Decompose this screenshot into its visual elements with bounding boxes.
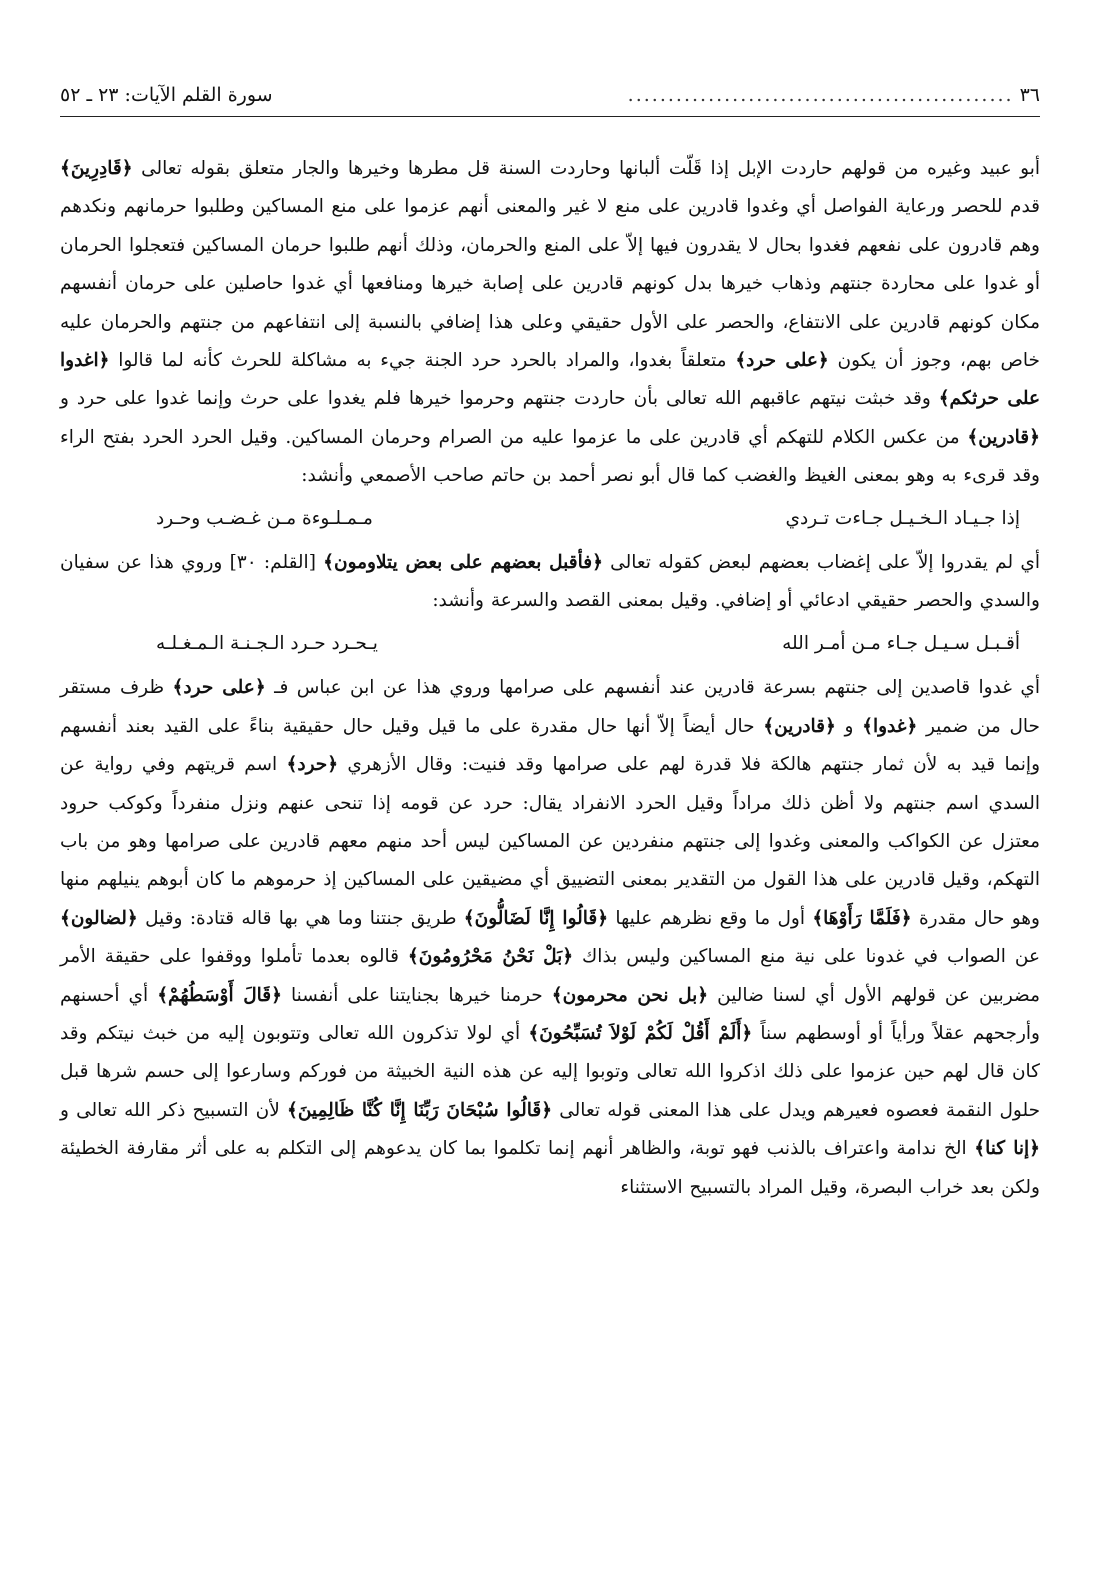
text-run: لأن التسبيح ذكر الله تعالى و xyxy=(60,1099,287,1121)
quran-quote: ﴿حرد﴾ xyxy=(286,754,339,776)
text-run: حرمنا خيرها بجنايتنا على أنفسنا xyxy=(281,984,552,1006)
text-run: أول ما وقع نظرهم عليها xyxy=(608,907,813,929)
header-rule xyxy=(60,116,1040,117)
quran-quote: ﴿لضالون﴾ xyxy=(60,907,138,929)
text-run: قدم للحصر ورعاية الفواصل أي وغدوا قادرين على منع لا غير والمعنى أنهم عزموا على منع المساكين وطلبوا حرمانهم ونكدهم وهم قادرون على نفعهم فغدوا بحال لا يقدرون فيها إلاّ على المنع والحرمان، وذلك أنهم طلبوا حرمان المساكين فتعجلوا الحرمان أو غدوا على محاردة جنتهم وذهاب خيرها بدل كونهم قادرين على إصابة خيرها ومنافعها أي غدوا حاصلين على حرمان أنفسهم مكان كونهم قادرين على الانتفاع، والحصر على الأول حقيقي وعلى هذا إضافي بالنسبة إلى انتفاعهم من جنتهم والحرمان عليه خاص بهم، وجوز أن يكون xyxy=(60,196,1040,372)
text-run: أي لم يقدروا إلاّ على إغضاب بعضهم لبعض كقوله تعالى xyxy=(602,552,1040,574)
quran-quote: ﴿بَلْ نَحْنُ مَحْرُومُونَ﴾ xyxy=(407,946,574,968)
hemistich-second: مـمـلـوءة مـن غـضـب وحـرد xyxy=(156,507,373,529)
text-run: من عكس الكلام للتهكم أي قادرين على ما عزموا عليه من الصرام وحرمان المساكين. وقيل الحرد الحرد بفتح الراء وقد قرىء به وهو بمعنى الغيظ والغضب كما قال أبو نصر أحمد بن حاتم صاحب الأصمعي وأنشد: xyxy=(60,426,1040,487)
quran-quote: ﴿على حرد﴾ xyxy=(735,350,829,372)
quran-quote: ﴿فَلَمَّا رَأَوْهَا﴾ xyxy=(812,907,912,929)
page-number: ٣٦ xyxy=(1019,84,1040,106)
hemistich-first: أقـبـل سـيـل جـاء مـن أمـر الله xyxy=(782,632,1020,654)
running-header xyxy=(60,78,1040,112)
leader-dots: ................................................ xyxy=(627,84,1014,106)
quran-quote: ﴿أَلَمْ أَقُلْ لَكُمْ لَوْلاَ تُسَبِّحُونَ﴾ xyxy=(528,1022,753,1044)
text-run: [القلم: ٣٠] وروي هذا عن سفيان والسدي والحصر حقيقي ادعائي أو إضافي. وقيل بمعنى القصد والسرعة وأنشد: xyxy=(60,552,1040,612)
poetry-verse-2 xyxy=(60,621,1040,669)
text-run: اسم قريتهم وفي رواية عن السدي اسم جنتهم ولا أظن ذلك مراداً وقيل الحرد الانفراد يقال: حرد عن قومه إذا تنحى عنهم ونزل منفرداً وكوكب حرود معتزل عن الكواكب والمعنى وغدوا إلى جنتهم منفردين عن المساكين ليس أحد منهم معهم قادرين على صرامها وهو من باب التهكم، وقيل قادرين على هذا القول من التقدير بمعنى التضييق أي مضيقين على المساكين إذ حرموهم ما كان أبوهم ينيلهم منها وهو حال مقدرة xyxy=(60,754,1040,929)
paragraph-2 xyxy=(60,544,1040,621)
text-run: أي غدوا قاصدين إلى جنتهم بسرعة قادرين عند أنفسهم على صرامها وروي هذا عن ابن عباس فـ xyxy=(265,677,1040,699)
header-title: سورة القلم الآيات: ٢٣ ـ ٥٢ xyxy=(60,84,273,106)
hemistich-second: يـحـرد حـرد الـجـنـة الـمـغـلـه xyxy=(156,632,378,654)
quran-quote: ﴿فأقبل بعضهم على بعض يتلاومون﴾ xyxy=(323,552,603,574)
text-run: متعلقاً بغدوا، والمراد بالحرد حرد الجنة جيء به مشاكلة للحرث كأنه لما قالوا xyxy=(109,350,736,372)
quran-quote: ﴿غدوا﴾ xyxy=(862,715,918,737)
text-run: أبو عبيد وغيره من قولهم حاردت الإبل إذا قَلّت ألبانها وحاردت السنة قل مطرها وخيرها والجار متعلق بقوله تعالى xyxy=(132,158,1040,179)
text-run: طريق جنتنا وما هي بها قاله قتادة: وقيل xyxy=(137,907,464,929)
paragraph-3 xyxy=(60,669,1040,1207)
quran-quote: ﴿قَالَ أَوْسَطُهُمْ﴾ xyxy=(157,984,282,1006)
quran-quote: ﴿قادرين﴾ xyxy=(763,715,836,737)
quran-quote: ﴿على حرد﴾ xyxy=(172,677,266,699)
poetry-verse-1 xyxy=(60,496,1040,544)
paragraph-1 xyxy=(60,150,1040,496)
text-run: ظرف مستقر حال من ضمير xyxy=(60,677,1040,737)
quran-quote: ﴿بل نحن محرمون﴾ xyxy=(551,984,709,1006)
hemistich-first: إذا جـيـاد الـخـيـل جـاءت تـردي xyxy=(785,507,1020,529)
text-run: أي أحسنهم وأرجحهم عقلاً ورأياً أو أوسطهم سناً xyxy=(60,984,1040,1044)
text-run: أي لولا تذكرون الله تعالى وتتوبون إليه من خبث نيتكم وقد كان قال لهم حين عزموا على ذلك اذكروا الله تعالى وتوبوا إليه عن هذه النية الخبيثة من فوركم وسارعوا إلى حسم شرها قبل حلول النقمة فعصوه فعيرهم ويدل على هذا المعنى قوله تعالى xyxy=(60,1022,1041,1121)
quran-quote: ﴿قادرين﴾ xyxy=(967,426,1040,448)
text-run: قالوه بعدما تأملوا ووقفوا على حقيقة الأمر مضربين عن قولهم الأول أي لسنا ضالين xyxy=(60,946,1040,1006)
quran-quote: ﴿اغدوا على حرثكم﴾ xyxy=(60,350,1040,410)
quran-quote: ﴿قَالُوا سُبْحَانَ رَبِّنَا إِنَّا كُنَّا ظَالِمِينَ﴾ xyxy=(286,1099,553,1121)
quran-quote: ﴿قَالُوا إِنَّا لَضَالُّونَ﴾ xyxy=(463,907,609,929)
page-body xyxy=(60,150,1040,1207)
text-run: عن الصواب في غدونا على نية منع المساكين وليس بذاك xyxy=(573,946,1040,968)
text-run: حال أيضاً إلاّ أنها حال مقدرة على ما قيل وقيل حال حقيقية بناءً على القيد بعند أنفسهم وإنما قيد به لأن ثمار جنتهم هالكة فلا قدرة لهم على صرامها وقد فنيت: وقال الأزهري xyxy=(60,715,1040,776)
quran-quote: ﴿قَادِرِينَ﴾ xyxy=(60,158,133,179)
text-run: الخ ندامة واعتراف بالذنب فهو توبة، والظاهر أنهم إنما تكلموا بما كان يدعوهم إلى التكلم به على أثر مقارفة الخطيئة ولكن بعد خراب البصرة، وقيل المراد بالتسبيح الاستثناء xyxy=(60,1138,1040,1198)
text-run: وقد خبثت نيتهم عاقبهم الله تعالى بأن حاردت جنتهم وحرموا خيرها فلم يغدوا على حرث وإنما غدوا على حرد و xyxy=(60,388,939,410)
text-run: و xyxy=(835,715,863,737)
quran-quote: ﴿إنا كنا﴾ xyxy=(974,1138,1040,1160)
